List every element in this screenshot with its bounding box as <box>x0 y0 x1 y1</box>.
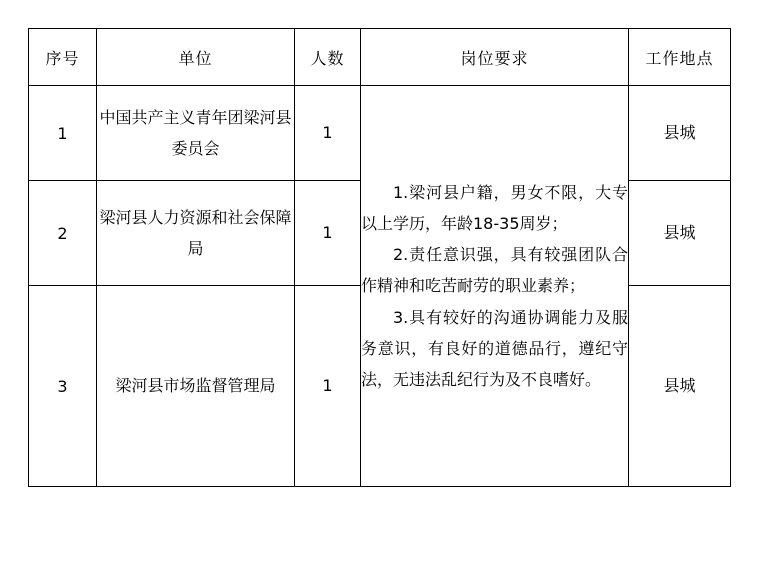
requirement-item-2: 2.责任意识强，具有较强团队合作精神和吃苦耐劳的职业素养； <box>361 245 628 296</box>
cell-no: 2 <box>29 181 97 286</box>
cell-location: 县城 <box>629 86 731 181</box>
cell-unit: 梁河县人力资源和社会保障局 <box>97 181 295 286</box>
cell-no: 3 <box>29 286 97 487</box>
column-header-location: 工作地点 <box>629 29 731 86</box>
requirement-item-3: 3.具有较好的沟通协调能力及服务意识，有良好的道德品行，遵纪守法，无违法乱纪行为及不良嗜好。 <box>361 307 628 389</box>
cell-unit: 中国共产主义青年团梁河县委员会 <box>97 86 295 181</box>
table-header-row <box>29 29 731 86</box>
cell-count: 1 <box>295 286 361 487</box>
cell-location: 县城 <box>629 181 731 286</box>
cell-requirements <box>361 86 629 487</box>
column-header-requirements: 岗位要求 <box>361 29 629 86</box>
cell-count: 1 <box>295 181 361 286</box>
table-body <box>29 86 731 487</box>
column-header-count: 人数 <box>295 29 361 86</box>
recruitment-table <box>28 28 731 487</box>
table-row <box>29 86 731 181</box>
cell-location: 县城 <box>629 286 731 487</box>
table-header <box>29 29 731 86</box>
column-header-unit: 单位 <box>97 29 295 86</box>
column-header-no: 序号 <box>29 29 97 86</box>
requirement-item-1: 1.梁河县户籍，男女不限，大专以上学历，年龄18-35周岁； <box>361 182 628 234</box>
cell-count: 1 <box>295 86 361 181</box>
cell-unit: 梁河县市场监督管理局 <box>97 286 295 487</box>
cell-no: 1 <box>29 86 97 181</box>
